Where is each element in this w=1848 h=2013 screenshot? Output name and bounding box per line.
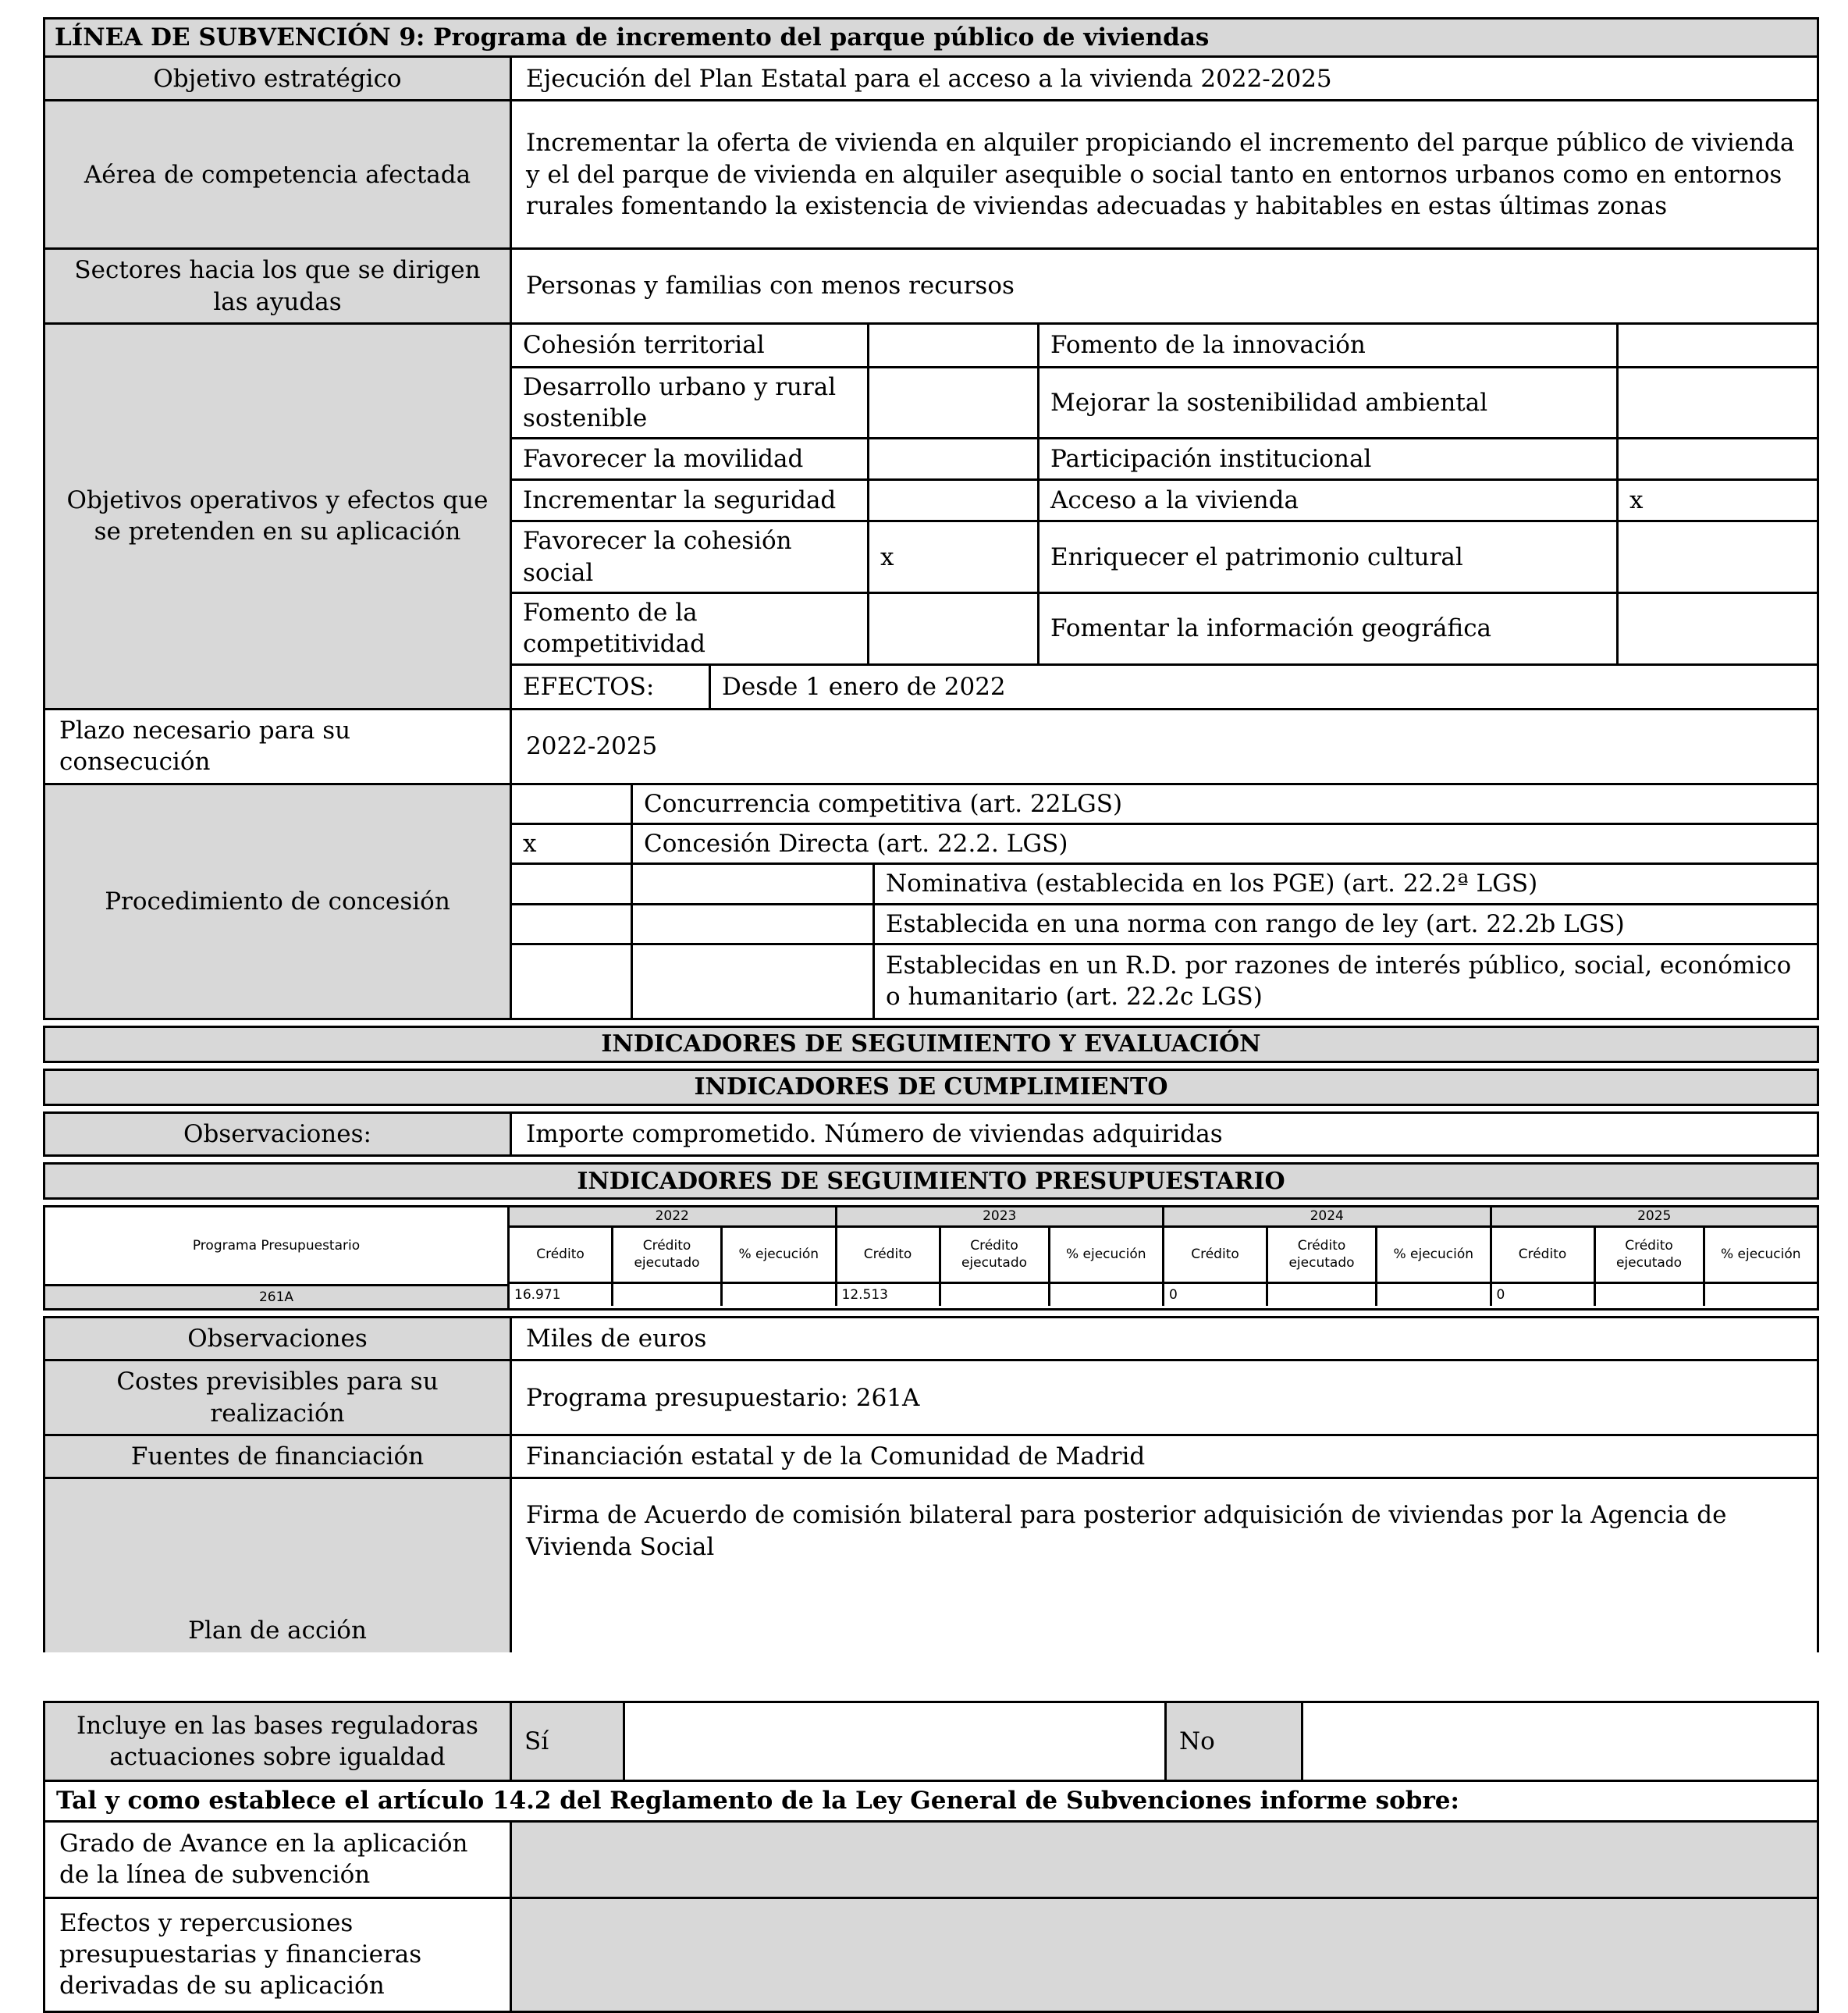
band-seguimiento-presupuestario [43, 1162, 1819, 1200]
area-competencia-row [45, 99, 1817, 247]
objetivo-right-mark [1616, 522, 1817, 592]
col-credito-header: Crédito [1164, 1228, 1266, 1282]
objetivo-left-mark [867, 325, 1037, 366]
procedimiento-option-row [512, 943, 1817, 1018]
ejecutado-value [1266, 1284, 1375, 1306]
budget-table [43, 1205, 1819, 1311]
reglamento-row [45, 1780, 1817, 1819]
objetivo-left-mark [867, 439, 1037, 478]
band-cumplimiento-title: INDICADORES DE CUMPLIMIENTO [45, 1071, 1817, 1104]
costes-value: Programa presupuestario: 261A [510, 1361, 1817, 1434]
credito-value: 0 [1492, 1284, 1594, 1306]
col-pct-header: % ejecución [720, 1228, 835, 1282]
main-table [43, 17, 1819, 1020]
budget-values-group [510, 1284, 835, 1306]
procedimiento-option-label: Nominativa (establecida en los PGE) (art. 22.2ª LGS) [872, 865, 1817, 902]
credito-value: 0 [1164, 1284, 1266, 1306]
budget-year: 2025 [1490, 1207, 1818, 1225]
sectores-label: Sectores hacia los que se dirigen las ayudas [45, 250, 510, 322]
budget-subheader-group [510, 1228, 835, 1282]
observaciones-presupuesto-value: Miles de euros [510, 1318, 1817, 1359]
grado-avance-row [45, 1820, 1817, 1897]
col-ejecutado-header: Crédito ejecutado [611, 1228, 720, 1282]
igualdad-row [45, 1703, 1817, 1780]
credito-value: 16.971 [510, 1284, 611, 1306]
igualdad-label: Incluye en las bases reguladoras actuaciones sobre igualdad [45, 1703, 510, 1780]
procedimiento-option-row [512, 823, 1817, 862]
observaciones-cumplimiento-table [43, 1111, 1819, 1157]
budget-subheader-group [1490, 1228, 1818, 1282]
objetivos-operativos-label: Objetivos operativos y efectos que se pretenden en su aplicación [45, 325, 510, 708]
igualdad-yes-cell: Sí [510, 1703, 623, 1780]
budget-subheader-group [835, 1228, 1163, 1282]
procedimiento-mark: x [512, 825, 631, 862]
procedimiento-row [45, 783, 1817, 1018]
igualdad-no-cell: No [1164, 1703, 1301, 1780]
objetivo-right-label: Fomento de la innovación [1037, 325, 1616, 366]
document-title: LÍNEA DE SUBVENCIÓN 9: Programa de incremento del parque público de viviendas [45, 20, 1817, 55]
objetivo-estrategico-label: Objetivo estratégico [45, 58, 510, 99]
costes-label: Costes previsibles para su realización [45, 1361, 510, 1434]
objetivo-row [512, 478, 1817, 520]
objetivo-right-label: Participación institucional [1037, 439, 1616, 478]
plan-accion-row [45, 1477, 1817, 1652]
procedimiento-option-label: Establecidas en un R.D. por razones de interés público, social, económico o humanitario (art. 22.2c LGS) [872, 945, 1817, 1018]
efectos-repercusiones-label: Efectos y repercusiones presupuestarias y financieras derivadas de su aplicación [45, 1899, 510, 2011]
objetivo-right-label: Enriquecer el patrimonio cultural [1037, 522, 1616, 592]
efectos-repercusiones-row [45, 1897, 1817, 2011]
col-pct-header: % ejecución [1375, 1228, 1490, 1282]
sectores-row [45, 247, 1817, 322]
budget-program-header: Programa Presupuestario [45, 1207, 507, 1286]
objetivo-right-label: Mejorar la sostenibilidad ambiental [1037, 368, 1616, 438]
budget-program-code: 261A [45, 1286, 507, 1308]
budget-values-row [510, 1284, 1817, 1306]
area-competencia-value: Incrementar la oferta de vivienda en alquiler propiciando el incremento del parque público de vivienda y el del parque de vivienda en alquiler asequible o social tanto en entornos urbanos como en entornos rurales fomentando la existencia de viviendas adecuadas y habitables en estas últimas zonas [510, 101, 1817, 247]
procedimiento-grid [510, 785, 1817, 1018]
budget-year: 2022 [510, 1207, 835, 1225]
objetivo-estrategico-value: Ejecución del Plan Estatal para el acceso a la vivienda 2022-2025 [510, 58, 1817, 99]
objetivo-right-mark [1616, 594, 1817, 663]
observaciones-cumplimiento-value: Importe comprometido. Número de viviendas adquiridas [510, 1114, 1817, 1154]
procedimiento-option-label: Concesión Directa (art. 22.2. LGS) [631, 825, 1817, 862]
grado-avance-value [510, 1823, 1817, 1897]
objetivo-left-label: Fomento de la competitividad [512, 594, 867, 663]
col-ejecutado-header: Crédito ejecutado [939, 1228, 1048, 1282]
igualdad-no-value-cell [1301, 1703, 1817, 1780]
efectos-value: Desde 1 enero de 2022 [709, 666, 1817, 708]
budget-values-group [1490, 1284, 1818, 1306]
objetivo-row [512, 366, 1817, 438]
procedimiento-option-row [512, 903, 1817, 943]
efectos-label: EFECTOS: [512, 666, 709, 708]
costes-row [45, 1359, 1817, 1434]
credito-value: 12.513 [837, 1284, 939, 1306]
col-credito-header: Crédito [1492, 1228, 1594, 1282]
band-seguimiento-evaluacion [43, 1026, 1819, 1063]
objetivo-left-mark [867, 594, 1037, 663]
objetivo-right-mark [1616, 368, 1817, 438]
objetivos-operativos-grid [510, 325, 1817, 708]
plazo-label: Plazo necesario para su consecución [45, 710, 510, 783]
plazo-row [45, 708, 1817, 783]
procedimiento-mark [512, 785, 631, 823]
efectos-repercusiones-value [510, 1899, 1817, 2011]
procedimiento-spacer-cell [631, 905, 872, 943]
pct-value [1703, 1284, 1818, 1306]
plazo-value: 2022-2025 [510, 710, 1817, 783]
col-credito-header: Crédito [837, 1228, 939, 1282]
objetivo-row [512, 520, 1817, 592]
area-competencia-label: Aérea de competencia afectada [45, 101, 510, 247]
objetivo-right-mark [1616, 325, 1817, 366]
objetivo-left-mark [867, 368, 1037, 438]
efectos-row [512, 663, 1817, 708]
pct-value [1375, 1284, 1490, 1306]
sectores-value: Personas y familias con menos recursos [510, 250, 1817, 322]
objetivo-right-label: Fomentar la información geográfica [1037, 594, 1616, 663]
col-ejecutado-header: Crédito ejecutado [1266, 1228, 1375, 1282]
pct-value [1048, 1284, 1163, 1306]
reglamento-heading: Tal y como establece el artículo 14.2 del Reglamento de la Ley General de Subvenciones informe sobre: [45, 1782, 1817, 1819]
band-cumplimiento [43, 1069, 1819, 1106]
objetivo-estrategico-row [45, 55, 1817, 99]
title-row [45, 20, 1817, 55]
fuentes-row [45, 1434, 1817, 1477]
band-seguimiento-presupuestario-title: INDICADORES DE SEGUIMIENTO PRESUPUESTARIO [45, 1165, 1817, 1197]
ejecutado-value [1594, 1284, 1703, 1306]
ejecutado-value [611, 1284, 720, 1306]
budget-program-column [45, 1207, 510, 1308]
objetivo-right-label: Acceso a la vivienda [1037, 481, 1616, 520]
objetivo-row [512, 325, 1817, 366]
procedimiento-option-label: Establecida en una norma con rango de ley (art. 22.2b LGS) [872, 905, 1817, 943]
grado-avance-label: Grado de Avance en la aplicación de la línea de subvención [45, 1823, 510, 1897]
objetivo-left-label: Cohesión territorial [512, 325, 867, 366]
budget-year-header-row [510, 1207, 1817, 1228]
igualdad-yes-value-cell [623, 1703, 1164, 1780]
objetivo-row [512, 592, 1817, 663]
procedimiento-label: Procedimiento de concesión [45, 785, 510, 1018]
col-ejecutado-header: Crédito ejecutado [1594, 1228, 1703, 1282]
procedimiento-mark [512, 905, 631, 943]
procedimiento-option-row [512, 862, 1817, 902]
objetivo-row [512, 437, 1817, 478]
plan-accion-label: Plan de acción [45, 1479, 510, 1652]
col-pct-header: % ejecución [1703, 1228, 1818, 1282]
objetivo-right-mark: x [1616, 481, 1817, 520]
budget-subheader-group [1162, 1228, 1490, 1282]
igualdad-informe-table [43, 1701, 1819, 2012]
costes-plan-table [43, 1316, 1819, 1652]
objetivo-left-label: Favorecer la cohesión social [512, 522, 867, 592]
objetivos-operativos-row [45, 322, 1817, 708]
observaciones-presupuesto-row [45, 1318, 1817, 1359]
budget-values-group [835, 1284, 1163, 1306]
objetivo-left-label: Incrementar la seguridad [512, 481, 867, 520]
objetivo-left-mark [867, 481, 1037, 520]
procedimiento-option-row [512, 785, 1817, 823]
observaciones-presupuesto-label: Observaciones [45, 1318, 510, 1359]
band-seguimiento-evaluacion-title: INDICADORES DE SEGUIMIENTO Y EVALUACIÓN [45, 1028, 1817, 1061]
procedimiento-spacer-cell [631, 865, 872, 902]
plan-accion-value: Firma de Acuerdo de comisión bilateral para posterior adquisición de viviendas por la Agencia de Vivienda Social [510, 1479, 1817, 1652]
col-credito-header: Crédito [510, 1228, 611, 1282]
procedimiento-mark [512, 945, 631, 1018]
objetivo-left-mark: x [867, 522, 1037, 592]
budget-values-group [1162, 1284, 1490, 1306]
observaciones-cumplimiento-row [45, 1114, 1817, 1154]
fuentes-value: Financiación estatal y de la Comunidad de Madrid [510, 1436, 1817, 1477]
budget-subheader-row [510, 1228, 1817, 1284]
budget-year: 2023 [835, 1207, 1163, 1225]
objetivo-left-label: Desarrollo urbano y rural sostenible [512, 368, 867, 438]
fuentes-label: Fuentes de financiación [45, 1436, 510, 1477]
procedimiento-mark [512, 865, 631, 902]
ejecutado-value [939, 1284, 1048, 1306]
procedimiento-option-label: Concurrencia competitiva (art. 22LGS) [631, 785, 1817, 823]
procedimiento-spacer-cell [631, 945, 872, 1018]
pct-value [720, 1284, 835, 1306]
observaciones-cumplimiento-label: Observaciones: [45, 1114, 510, 1154]
budget-year: 2024 [1162, 1207, 1490, 1225]
objetivo-left-label: Favorecer la movilidad [512, 439, 867, 478]
budget-data-columns [510, 1207, 1817, 1308]
col-pct-header: % ejecución [1048, 1228, 1163, 1282]
objetivo-right-mark [1616, 439, 1817, 478]
